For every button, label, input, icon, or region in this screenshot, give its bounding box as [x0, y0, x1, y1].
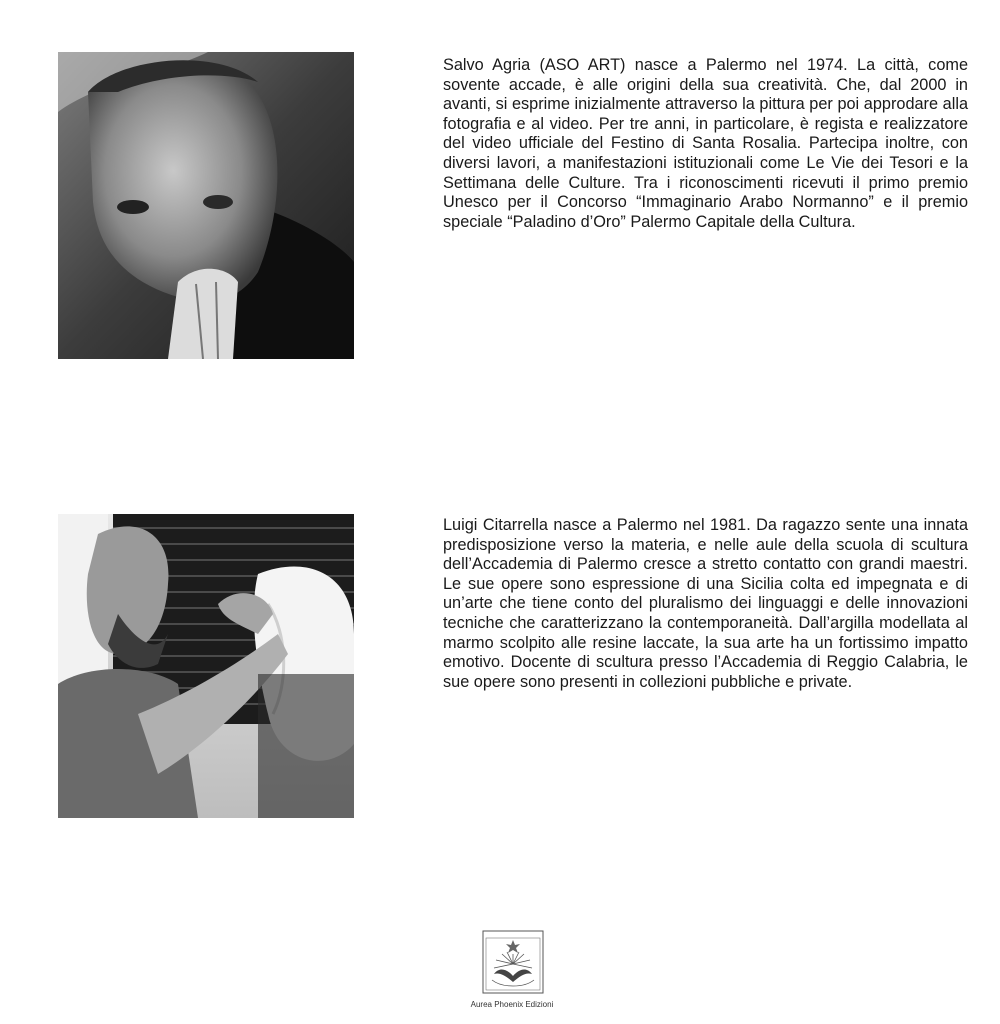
author-photo-luigi-citarrella [58, 514, 354, 818]
author-photo-salvo-agria [58, 52, 354, 359]
author-bio-luigi-citarrella: Luigi Citarrella nasce a Palermo nel 1981. Da ragazzo sente una innata predisposizione verso la materia, e nelle aule della scuola di scultura dell’Accademia di Palermo cresce a stretto contatto con grandi maestri. Le sue opere sono espressione di una Sicilia colta ed impegnata e di un’arte che tiene conto del pluralismo dei linguaggi e delle innovazioni tecniche che caratterizzano la contemporaneità. Dall’argilla modellata al marmo scolpito alle resine laccate, la sua arte ha un fortissimo impatto emotivo. Docente di scultura presso l’Accademia di Reggio Calabria, le sue opere sono presenti in collezioni pubbliche e private. [443, 516, 968, 691]
phoenix-logo [482, 930, 544, 994]
author-bio-salvo-agria: Salvo Agria (ASO ART) nasce a Palermo nel 1974. La città, come sovente accade, è alle origini della sua creatività. Che, dal 2000 in avanti, si esprime inizialmente attraverso la pittura per poi approdare alla fotografia e al video. Per tre anni, in particolare, è regista e realizzatore del video ufficiale del Festino di Santa Rosalia. Partecipa inoltre, con diversi lavori, a manifestazioni istituzionali come Le Vie dei Tesori e la Settimana delle Culture. Tra i riconoscimenti ricevuti il primo premio Unesco per il Concorso “Immaginario Arabo Normanno” e il premio speciale “Paladino d’Oro” Palermo Capitale della Cultura. [443, 56, 968, 231]
publisher-name: Aurea Phoenix Edizioni [470, 1000, 554, 1009]
